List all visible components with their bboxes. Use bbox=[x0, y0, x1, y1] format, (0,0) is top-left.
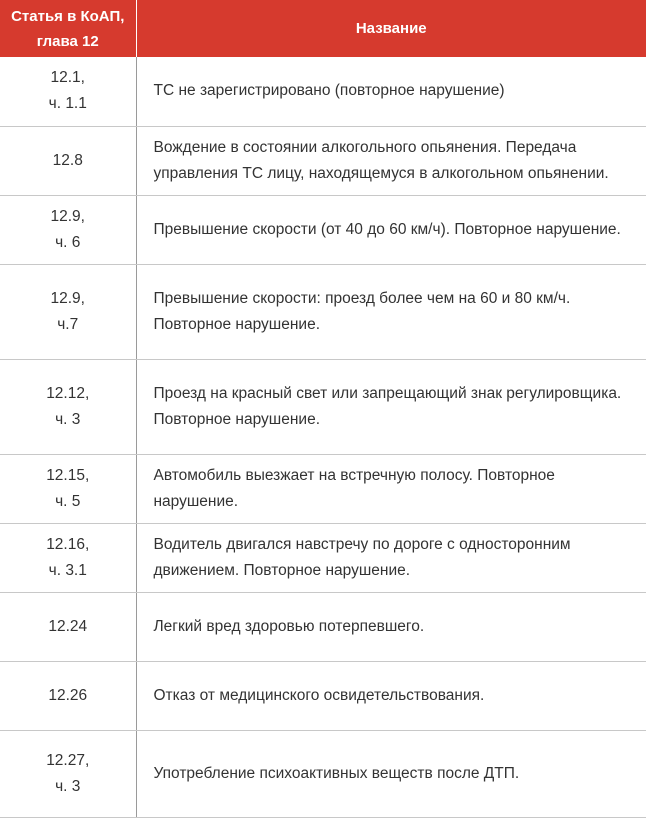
article-code: 12.8 bbox=[0, 126, 136, 195]
table-header bbox=[0, 0, 646, 57]
violation-name: Легкий вред здоровью потерпевшего. bbox=[136, 592, 646, 661]
header-article: Статья в КоАП, глава 12 bbox=[0, 0, 136, 57]
article-code: 12.15, ч. 5 bbox=[0, 454, 136, 523]
table-row bbox=[0, 126, 646, 195]
table-row bbox=[0, 264, 646, 359]
violation-name: Водитель двигался навстречу по дороге с односторонним движением. Повторное нарушение. bbox=[136, 523, 646, 592]
article-code: 12.27, ч. 3 bbox=[0, 730, 136, 817]
violation-name: Вождение в состоянии алкогольного опьянения. Передача управления ТС лицу, находящемуся в алкогольном опьянении. bbox=[136, 126, 646, 195]
violation-name: Превышение скорости (от 40 до 60 км/ч). Повторное нарушение. bbox=[136, 195, 646, 264]
table-row bbox=[0, 454, 646, 523]
table-row bbox=[0, 195, 646, 264]
violation-name: Превышение скорости: проезд более чем на 60 и 80 км/ч. Повторное нарушение. bbox=[136, 264, 646, 359]
violation-name: Отказ от медицинского освидетельствования. bbox=[136, 661, 646, 730]
article-code: 12.12, ч. 3 bbox=[0, 359, 136, 454]
article-code: 12.1, ч. 1.1 bbox=[0, 57, 136, 126]
header-name: Название bbox=[136, 0, 646, 57]
article-code: 12.24 bbox=[0, 592, 136, 661]
table-row bbox=[0, 592, 646, 661]
table-row bbox=[0, 523, 646, 592]
article-code: 12.9, ч. 6 bbox=[0, 195, 136, 264]
table-row bbox=[0, 57, 646, 126]
violation-name: ТС не зарегистрировано (повторное нарушение) bbox=[136, 57, 646, 126]
article-code: 12.16, ч. 3.1 bbox=[0, 523, 136, 592]
header-row bbox=[0, 0, 646, 57]
violation-name: Автомобиль выезжает на встречную полосу. Повторное нарушение. bbox=[136, 454, 646, 523]
violation-name: Проезд на красный свет или запрещающий знак регулировщика. Повторное нарушение. bbox=[136, 359, 646, 454]
article-code: 12.26 bbox=[0, 661, 136, 730]
violation-name: Употребление психоактивных веществ после ДТП. bbox=[136, 730, 646, 817]
table-row bbox=[0, 661, 646, 730]
table-row bbox=[0, 359, 646, 454]
table-body bbox=[0, 57, 646, 817]
table-row bbox=[0, 730, 646, 817]
article-code: 12.9, ч.7 bbox=[0, 264, 136, 359]
